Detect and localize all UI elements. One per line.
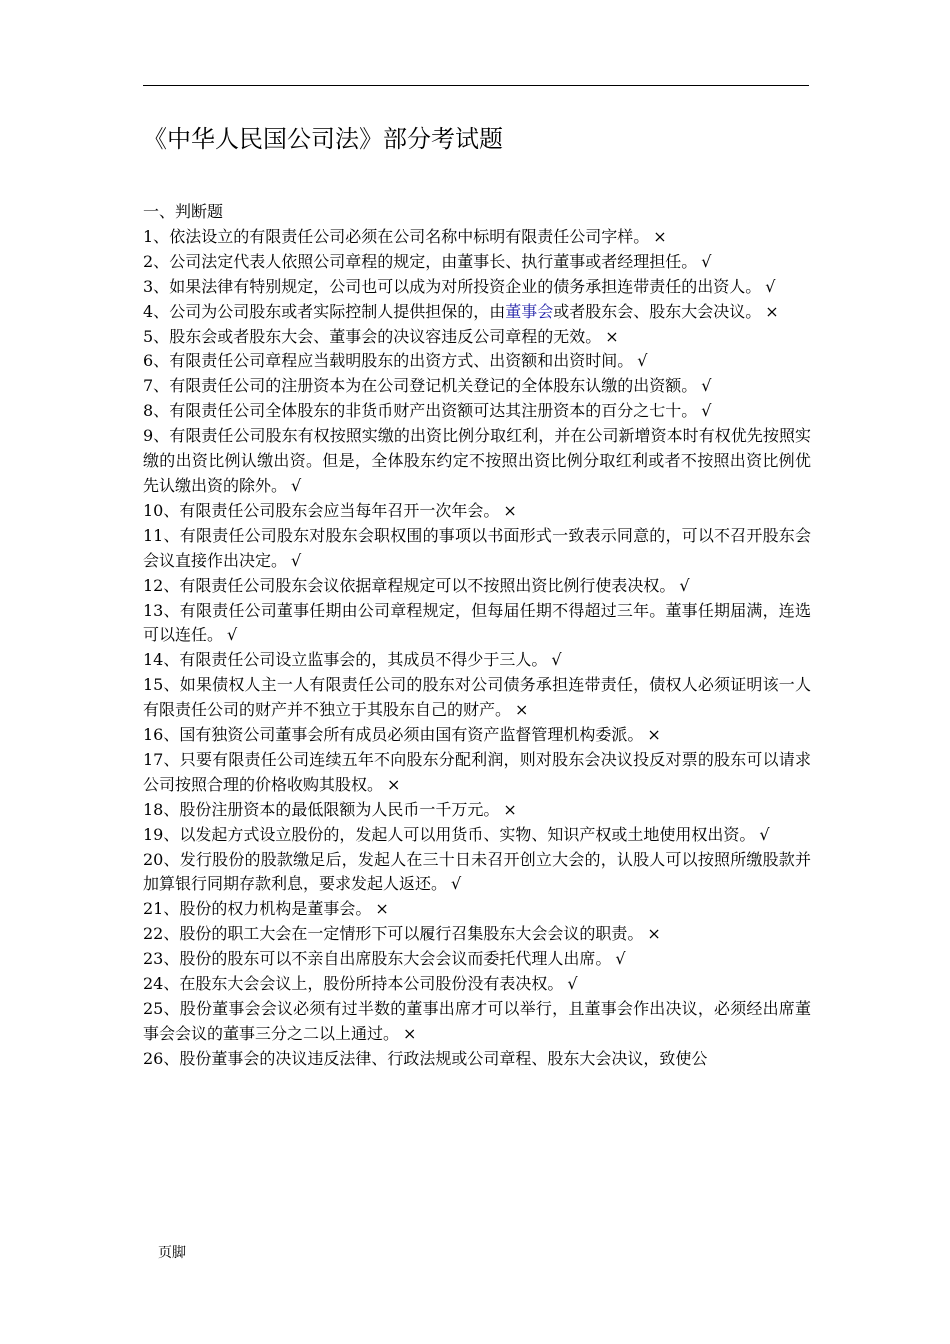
question-text: 有限责任公司股东会议依据章程规定可以不按照出资比例行使表决权。 — [179, 575, 676, 595]
question-item — [143, 349, 811, 374]
question-number: 23、 — [143, 949, 180, 969]
question-item — [143, 524, 811, 574]
question-text: 只要有限责任公司连续五年不向股东分配利润，则对股东会决议投反对票的股东可以请求公司按照合理的价格收购其股权。 — [143, 749, 811, 794]
question-item — [143, 250, 811, 275]
true-mark: √ — [679, 575, 690, 595]
question-text: 有限责任公司章程应当载明股东的出资方式、出资额和出资时间。 — [169, 351, 634, 371]
question-item — [143, 997, 811, 1047]
question-text: 发行股份的股款缴足后，发起人在三十日未召开创立大会的，认股人可以按照所缴股款并加算银行同期存款利息，要求发起人返还。 — [143, 849, 811, 894]
question-number: 24、 — [143, 974, 180, 994]
question-number: 8、 — [143, 401, 170, 421]
question-text: 国有独资公司董事会所有成员必须由国有资产监督管理机构委派。 — [179, 725, 644, 745]
question-number: 9、 — [143, 426, 170, 446]
document-body — [143, 200, 811, 1072]
false-mark: × — [503, 799, 517, 819]
question-number: 7、 — [143, 376, 170, 396]
question-number: 12、 — [143, 575, 180, 595]
question-text: 公司法定代表人依照公司章程的规定，由董事长、执行董事或者经理担任。 — [169, 251, 698, 271]
question-text: 股东会或者股东大会、董事会的决议容违反公司章程的无效。 — [169, 326, 602, 346]
question-item — [143, 972, 811, 997]
false-mark: × — [387, 774, 401, 794]
question-text: 股份的职工大会在一定情形下可以履行召集股东大会会议的职责。 — [179, 924, 644, 944]
question-item — [143, 798, 811, 823]
question-item — [143, 748, 811, 798]
question-item — [143, 325, 811, 350]
document-title: 《中华人民国公司法》部分考试题 — [143, 125, 503, 153]
false-mark: × — [647, 924, 661, 944]
true-mark: √ — [291, 475, 302, 495]
question-item — [143, 1047, 811, 1072]
false-mark: × — [503, 500, 517, 520]
question-item — [143, 723, 811, 748]
question-item — [143, 374, 811, 399]
question-text: 股份的权力机构是董事会。 — [179, 899, 372, 919]
question-number: 14、 — [143, 650, 180, 670]
question-item — [143, 275, 811, 300]
question-item — [143, 399, 811, 424]
false-mark: × — [605, 326, 619, 346]
question-item — [143, 499, 811, 524]
question-text: 或者股东会、股东大会决议。 — [553, 301, 762, 321]
question-number: 4、 — [143, 301, 170, 321]
question-text: 有限责任公司股东会应当每年召开一次年会。 — [179, 500, 500, 520]
question-text: 股份董事会的决议违反法律、行政法规或公司章程、股东大会决议，致使公 — [179, 1048, 708, 1068]
question-number: 17、 — [143, 749, 180, 769]
question-text: 有限责任公司股东对股东会职权围的事项以书面形式一致表示同意的，可以不召开股东会会议直接作出决定。 — [143, 525, 811, 570]
false-mark: × — [765, 301, 779, 321]
question-text: 有限责任公司股东有权按照实缴的出资比例分取红利，并在公司新增资本时有权优先按照实缴的出资比例认缴出资。但是，全体股东约定不按照出资比例分取红利或者不按照出资比例优先认缴出资的除外。 — [143, 426, 811, 495]
question-item — [143, 300, 811, 325]
question-number: 3、 — [143, 276, 170, 296]
true-mark: √ — [615, 949, 626, 969]
question-text: 股份董事会会议必须有过半数的董事出席才可以举行，且董事会作出决议，必须经出席董事会会议的董事三分之二以上通过。 — [143, 999, 811, 1043]
true-mark: √ — [765, 276, 776, 296]
question-text: 在股东大会会议上，股份所持本公司股份没有表决权。 — [179, 974, 564, 994]
question-number: 2、 — [143, 251, 170, 271]
question-number: 1、 — [143, 226, 170, 246]
question-number: 6、 — [143, 351, 170, 371]
question-text: 依法设立的有限责任公司必须在公司名称中标明有限责任公司字样。 — [169, 226, 650, 246]
false-mark: × — [653, 226, 667, 246]
question-number: 21、 — [143, 899, 180, 919]
board-link[interactable]: 董事会 — [505, 301, 554, 321]
question-number: 26、 — [143, 1048, 180, 1068]
question-list — [143, 225, 811, 1072]
header-rule — [143, 85, 809, 86]
true-mark: √ — [701, 401, 712, 421]
question-item — [143, 823, 811, 848]
question-item — [143, 424, 811, 499]
question-text: 有限责任公司的注册资本为在公司登记机关登记的全体股东认缴的出资额。 — [169, 376, 698, 396]
true-mark: √ — [701, 376, 712, 396]
false-mark: × — [403, 1023, 417, 1043]
question-number: 5、 — [143, 326, 170, 346]
question-item — [143, 673, 811, 723]
question-text: 如果法律有特别规定，公司也可以成为对所投资企业的债务承担连带责任的出资人。 — [169, 276, 762, 296]
question-item — [143, 947, 811, 972]
question-number: 16、 — [143, 725, 180, 745]
question-text: 有限责任公司董事任期由公司章程规定，但每届任期不得超过三年。董事任期届满，连选可以连任。 — [143, 600, 811, 645]
question-number: 19、 — [143, 824, 180, 844]
question-item — [143, 648, 811, 673]
question-text: 有限责任公司设立监事会的，其成员不得少于三人。 — [179, 650, 548, 670]
question-text: 股份的股东可以不亲自出席股东大会会议而委托代理人出席。 — [179, 949, 612, 969]
true-mark: √ — [701, 251, 712, 271]
page-footer: 页脚 — [158, 1245, 186, 1261]
question-number: 10、 — [143, 500, 180, 520]
question-text: 如果债权人主一人有限责任公司的股东对公司债务承担连带责任，债权人必须证明该一人有限责任公司的财产并不独立于其股东自己的财产。 — [143, 675, 811, 720]
true-mark: √ — [451, 874, 462, 894]
question-item — [143, 574, 811, 599]
true-mark: √ — [227, 625, 238, 645]
question-item — [143, 848, 811, 898]
question-number: 11、 — [143, 525, 180, 545]
question-number: 15、 — [143, 675, 180, 695]
question-number: 20、 — [143, 849, 180, 869]
false-mark: × — [375, 899, 389, 919]
false-mark: × — [647, 725, 661, 745]
true-mark: √ — [567, 974, 578, 994]
question-number: 25、 — [143, 999, 180, 1018]
question-item — [143, 225, 811, 250]
question-text: 有限责任公司全体股东的非货币财产出资额可达其注册资本的百分之七十。 — [169, 401, 698, 421]
true-mark: √ — [551, 650, 562, 670]
true-mark: √ — [637, 351, 648, 371]
question-text: 股份注册资本的最低限额为人民币一千万元。 — [179, 799, 500, 819]
question-item — [143, 897, 811, 922]
question-number: 18、 — [143, 799, 180, 819]
question-text: 以发起方式设立股份的，发起人可以用货币、实物、知识产权或土地使用权出资。 — [179, 824, 756, 844]
question-number: 22、 — [143, 924, 180, 944]
true-mark: √ — [759, 824, 770, 844]
true-mark: √ — [291, 550, 302, 570]
question-item — [143, 922, 811, 947]
question-text: 公司为公司股东或者实际控制人提供担保的，由 — [169, 301, 506, 321]
question-number: 13、 — [143, 600, 180, 620]
section-heading: 一、判断题 — [143, 202, 224, 221]
question-item — [143, 599, 811, 649]
false-mark: × — [515, 700, 529, 720]
